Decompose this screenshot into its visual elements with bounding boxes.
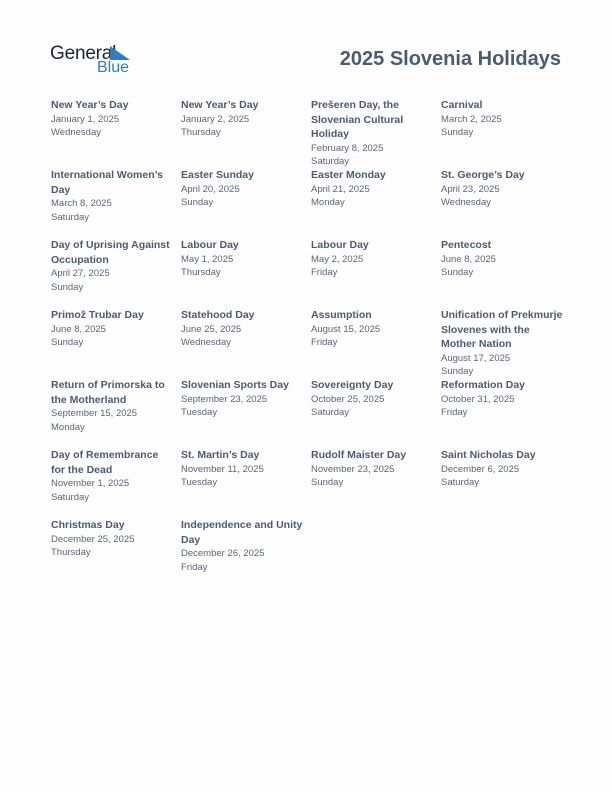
holiday-date: December 6, 2025 [441,463,520,475]
holiday-row [51,448,571,518]
holiday-weekday: Monday [51,421,85,433]
holiday-date: November 11, 2025 [181,463,264,475]
holiday-date: December 26, 2025 [181,548,265,559]
holiday-entry [51,168,181,238]
holiday-name: Assumption [311,309,372,321]
holiday-name: International Women’s Day [51,169,164,196]
holiday-date: March 2, 2025 [441,113,502,125]
holiday-name: Statehood Day [181,309,255,321]
holiday-weekday: Friday [181,561,208,573]
holiday-entry [51,448,181,518]
holiday-name: Day of Uprising Against Occupation [51,239,170,266]
holiday-date: June 25, 2025 [181,323,242,335]
holiday-name: Reformation Day [441,379,526,391]
holiday-entry [181,98,311,168]
holiday-name: St. George’s Day [441,169,525,181]
holiday-entry [181,518,311,588]
holiday-date: May 2, 2025 [311,253,364,265]
holiday-weekday: Saturday [51,211,90,223]
holiday-grid [51,98,571,588]
holiday-weekday: Friday [311,337,338,348]
holiday-date: November 23, 2025 [311,463,395,475]
holiday-weekday: Tuesday [181,477,218,488]
holiday-weekday: Sunday [441,366,474,377]
holiday-name: Easter Sunday [181,169,254,181]
holiday-weekday: Wednesday [51,127,101,138]
holiday-entry [51,98,181,168]
holiday-entry [51,308,181,378]
holiday-entry [311,448,441,518]
holiday-date: January 1, 2025 [51,113,120,125]
holiday-weekday: Sunday [181,197,214,208]
holiday-weekday: Friday [311,267,338,278]
holiday-name: Day of Remembrance for the Dead [51,449,159,476]
holiday-entry [181,168,311,238]
holiday-weekday: Saturday [311,156,350,167]
holiday-date: April 20, 2025 [181,183,240,195]
holiday-entry [441,308,571,378]
holiday-name: Rudolf Maister Day [311,449,407,461]
holiday-entry [311,238,441,308]
holiday-name: Labour Day [181,239,239,251]
holiday-name: Prešeren Day, the Slovenian Cultural Holiday [311,99,404,140]
holiday-entry [441,448,571,518]
holiday-entry [51,238,181,308]
holiday-entry [441,98,571,168]
holiday-name: Primož Trubar Day [51,309,144,321]
holiday-date: February 8, 2025 [311,142,384,154]
holiday-name: Sovereignty Day [311,379,394,391]
holiday-name: Pentecost [441,239,492,251]
holiday-date: May 1, 2025 [181,253,234,265]
holiday-name: Slovenian Sports Day [181,379,289,391]
holiday-date: November 1, 2025 [51,478,130,489]
holiday-weekday: Thursday [51,547,91,558]
holiday-date: August 15, 2025 [311,323,381,335]
holiday-entry [51,518,181,588]
holiday-entry [441,168,571,238]
holiday-date: June 8, 2025 [441,253,496,265]
holiday-date: September 15, 2025 [51,408,138,419]
holiday-entry [181,308,311,378]
holiday-weekday: Saturday [311,407,350,418]
holiday-name: Return of Primorska to the Motherland [51,379,165,406]
holiday-weekday: Saturday [441,477,480,488]
holiday-weekday: Saturday [51,491,90,503]
holiday-entry [441,238,571,308]
holiday-name: Easter Monday [311,169,386,181]
holiday-entry [181,448,311,518]
holiday-row [51,98,571,168]
holiday-row [51,308,571,378]
holiday-entry [51,378,181,448]
holiday-weekday: Friday [441,407,468,418]
holiday-row [51,168,571,238]
logo [50,43,140,79]
holiday-row [51,378,571,448]
holiday-entry [441,378,571,448]
holiday-date: April 27, 2025 [51,268,110,279]
holiday-date: December 25, 2025 [51,533,135,545]
holiday-name: Unification of Prekmurje Slovenes with the Mother Nation [441,309,563,350]
holiday-date: January 2, 2025 [181,113,250,125]
holiday-row [51,518,571,588]
holiday-entry [311,378,441,448]
holiday-date: October 25, 2025 [311,393,385,405]
holiday-weekday: Wednesday [441,197,491,208]
holiday-name: Independence and Unity Day [181,519,303,546]
holiday-weekday: Thursday [181,267,221,278]
holiday-date: March 8, 2025 [51,198,112,209]
holiday-date: June 8, 2025 [51,323,106,335]
holiday-name: St. Martin’s Day [181,449,260,461]
holiday-date: August 17, 2025 [441,352,511,364]
holiday-entry [311,168,441,238]
holiday-weekday: Sunday [441,127,474,138]
holiday-name: Carnival [441,99,483,111]
holiday-date: April 21, 2025 [311,183,370,195]
holiday-weekday: Sunday [51,337,84,348]
holiday-weekday: Tuesday [181,407,218,418]
holiday-row [51,238,571,308]
holiday-date: April 23, 2025 [441,183,500,195]
holiday-entry [181,378,311,448]
holiday-entry [181,238,311,308]
holiday-name: Christmas Day [51,519,125,531]
holiday-weekday: Sunday [51,281,84,293]
holiday-entry [311,308,441,378]
holiday-entry [311,98,441,168]
logo-text-general: General [50,43,117,64]
holiday-name: New Year’s Day [181,99,259,111]
holiday-weekday: Monday [311,197,345,208]
holiday-weekday: Sunday [311,477,344,488]
holiday-name: New Year’s Day [51,99,129,111]
holiday-name: Labour Day [311,239,369,251]
logo-text-blue: Blue [97,59,130,76]
holiday-weekday: Wednesday [181,337,231,348]
logo-flag-icon [110,46,130,60]
holiday-date: September 23, 2025 [181,393,268,405]
holiday-weekday: Thursday [181,127,221,138]
holiday-date: October 31, 2025 [441,393,515,405]
page-title: 2025 Slovenia Holidays [339,48,561,70]
holiday-weekday: Sunday [441,267,474,278]
holiday-name: Saint Nicholas Day [441,449,536,461]
